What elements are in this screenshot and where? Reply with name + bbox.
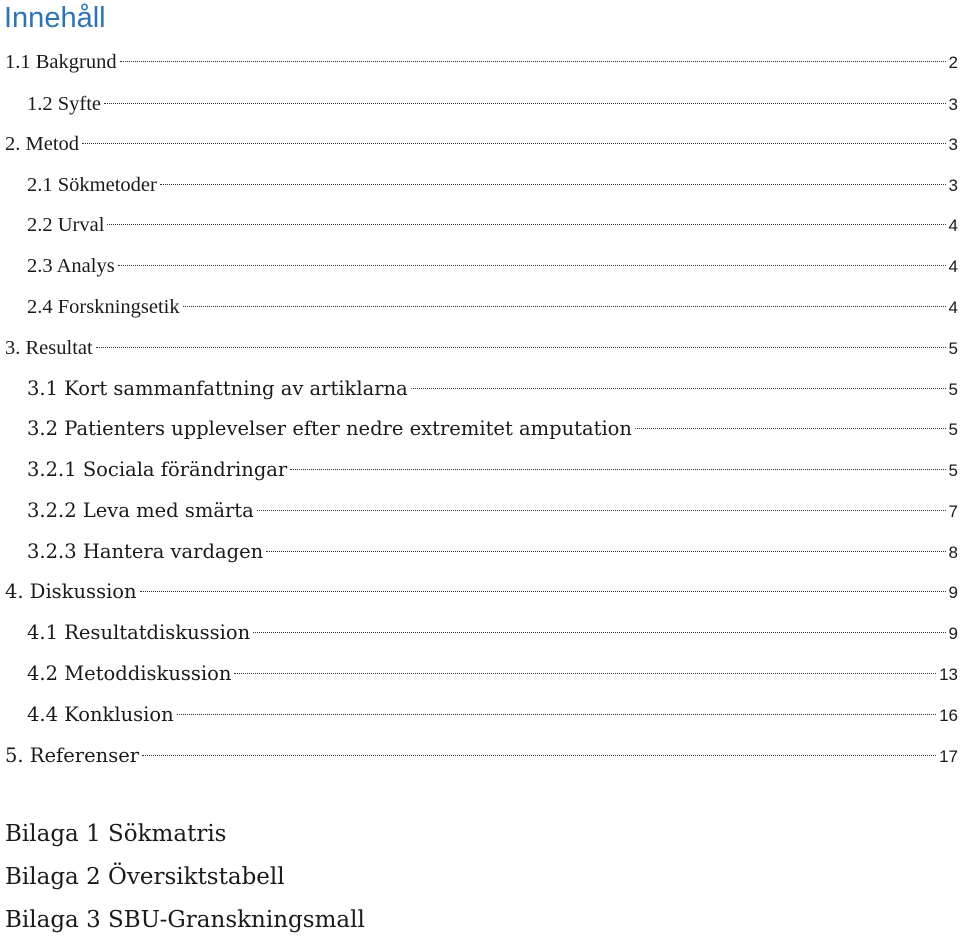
toc-entry-label: 3.1 Kort sammanfattning av artiklarna <box>27 377 408 400</box>
toc-entry-kort-sammanfattning[interactable] <box>27 367 960 400</box>
toc-dot-leader <box>120 40 946 68</box>
toc-page-number: 13 <box>939 665 958 684</box>
toc-entry-urval[interactable] <box>27 203 960 236</box>
toc-page-number: 5 <box>948 339 958 358</box>
toc-page-number: 5 <box>948 461 958 480</box>
toc-entry-hantera-vardagen[interactable] <box>27 530 960 563</box>
toc-entry-label: 1.2 Syfte <box>27 93 102 115</box>
toc-entry-patienters-upplevelser[interactable] <box>27 407 960 440</box>
toc-page-number: 5 <box>948 380 958 399</box>
toc-entry-metod[interactable] <box>5 122 960 155</box>
toc-entry-label: 4. Diskussion <box>5 580 137 603</box>
toc-page-number: 8 <box>948 543 958 562</box>
toc-dot-leader <box>411 367 946 395</box>
toc-dot-leader <box>266 530 945 558</box>
toc-dot-leader <box>290 448 945 476</box>
toc-entry-resultatdiskussion[interactable] <box>27 611 960 644</box>
toc-dot-leader <box>183 285 946 313</box>
toc-dot-leader <box>635 407 946 435</box>
toc-entry-label: 3. Resultat <box>5 337 93 359</box>
toc-page-number: 17 <box>939 747 958 766</box>
toc-entry-label: 2.4 Forskningsetik <box>27 296 180 318</box>
toc-dot-leader <box>96 326 946 354</box>
toc-entry-label: 2.3 Analys <box>27 255 115 277</box>
toc-entry-label: 2.1 Sökmetoder <box>27 174 157 196</box>
toc-entry-label: 5. Referenser <box>5 744 140 767</box>
toc-page-number: 9 <box>948 624 958 643</box>
toc-dot-leader <box>234 652 936 680</box>
toc-entry-label: 3.2.1 Sociala förändringar <box>27 458 288 481</box>
toc-entry-diskussion[interactable] <box>5 570 960 603</box>
toc-page-number: 3 <box>948 135 958 154</box>
toc-page-number: 3 <box>948 176 958 195</box>
toc-dot-leader <box>118 244 946 272</box>
toc-entry-label: 4.1 Resultatdiskussion <box>27 621 251 644</box>
toc-entry-konklusion[interactable] <box>27 693 960 726</box>
toc-dot-leader <box>82 122 946 150</box>
appendix-item-sokmatris: Bilaga 1 Sökmatris <box>5 821 227 847</box>
toc-entry-label: 4.4 Konklusion <box>27 703 174 726</box>
toc-entry-label: 4.2 Metoddiskussion <box>27 662 232 685</box>
toc-dot-leader <box>104 82 946 110</box>
toc-page-number: 4 <box>948 257 958 276</box>
toc-page-number: 7 <box>948 502 958 521</box>
toc-dot-leader <box>160 163 946 191</box>
toc-entry-label: 3.2 Patienters upplevelser efter nedre extremitet amputation <box>27 417 632 440</box>
appendix-item-oversiktstabell: Bilaga 2 Översiktstabell <box>5 864 285 890</box>
toc-dot-leader <box>140 570 946 598</box>
toc-entry-referenser[interactable] <box>5 734 960 767</box>
toc-page-number: 4 <box>948 216 958 235</box>
appendix-item-sbu-granskningsmall: Bilaga 3 SBU-Granskningsmall <box>5 907 365 933</box>
toc-dot-leader <box>142 734 936 762</box>
toc-entry-label: 2. Metod <box>5 133 80 155</box>
toc-entry-label: 3.2.3 Hantera vardagen <box>27 540 264 563</box>
toc-page-number: 16 <box>939 706 958 725</box>
toc-entry-label: 3.2.2 Leva med smärta <box>27 499 254 522</box>
toc-page-number: 3 <box>948 95 958 114</box>
toc-dot-leader <box>257 489 946 517</box>
toc-dot-leader <box>253 611 945 639</box>
toc-entry-syfte[interactable] <box>27 82 960 115</box>
toc-entry-leva-med-smarta[interactable] <box>27 489 960 522</box>
toc-entry-label: 2.2 Urval <box>27 214 105 236</box>
toc-dot-leader <box>177 693 936 721</box>
toc-page-number: 2 <box>948 53 958 72</box>
toc-entry-bakgrund[interactable] <box>5 40 960 73</box>
toc-entry-label: 1.1 Bakgrund <box>5 51 117 73</box>
toc-entry-analys[interactable] <box>27 244 960 277</box>
toc-entry-metoddiskussion[interactable] <box>27 652 960 685</box>
toc-entry-resultat[interactable] <box>5 326 960 359</box>
toc-page-number: 4 <box>948 298 958 317</box>
toc-dot-leader <box>107 203 945 231</box>
toc-entry-sociala-forandringar[interactable] <box>27 448 960 481</box>
toc-page-number: 9 <box>948 583 958 602</box>
toc-entry-forskningsetik[interactable] <box>27 285 960 318</box>
toc-entry-sokmetoder[interactable] <box>27 163 960 196</box>
toc-title: Innehåll <box>4 2 106 34</box>
toc-page-number: 5 <box>948 420 958 439</box>
